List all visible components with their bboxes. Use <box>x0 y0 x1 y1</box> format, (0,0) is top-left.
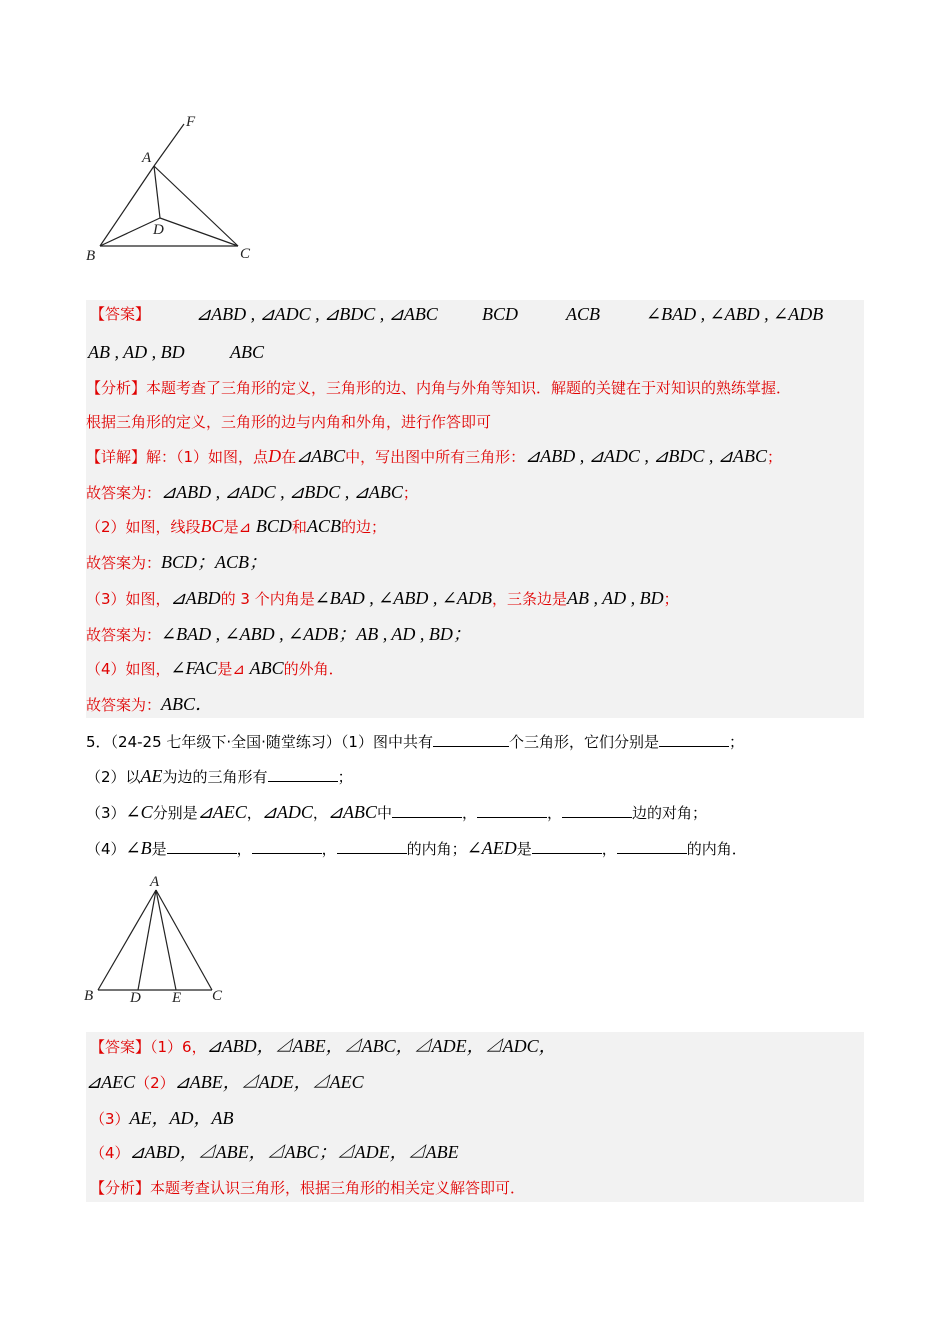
blank-b-1[interactable] <box>167 837 237 854</box>
segment-ae-2 <box>156 890 176 990</box>
detail-l4-v: BCD；ACB； <box>161 552 268 572</box>
q5-l3-comma-2: ， <box>546 804 562 822</box>
q5-line-3 <box>86 800 707 824</box>
q5-analysis-tag: 【分析】 <box>90 1179 151 1197</box>
detail-l5-angles: ∠BAD , ∠ABD , ∠ADB <box>314 588 492 608</box>
q5-answer-l2-list: ⊿ABE，⊿ADE，⊿AEC <box>174 1072 364 1092</box>
q5-answer-line-4 <box>86 1140 864 1164</box>
detail-l7-angle: ∠FAC <box>170 658 218 678</box>
q5-l3-comma-1: ， <box>461 804 477 822</box>
detail-l7-a: （4）如图， <box>86 660 171 678</box>
q5-answer-l2-a: ⊿AEC <box>86 1072 136 1092</box>
detail-l5-end: ； <box>663 590 679 608</box>
q4-solution-box <box>86 300 864 718</box>
q5-l1-b: 个三角形，它们分别是 <box>508 733 659 751</box>
segment-cd <box>160 218 238 246</box>
q4-detail-line-8 <box>86 692 864 716</box>
q5-l2-ae: AE <box>140 766 163 786</box>
detail-l2-a: 故答案为： <box>86 484 162 502</box>
q5-answer-l3-a: （3） <box>90 1110 130 1128</box>
q5-l3-d: 边的对角； <box>631 804 707 822</box>
detail-l3-c: 和 <box>291 518 307 536</box>
detail-l1-c: 中，写出图中所有三角形： <box>345 448 526 466</box>
q5-answer-l4-list: ⊿ABD，⊿ABE，⊿ABC；⊿ADE，⊿ABE <box>129 1142 459 1162</box>
detail-l3-a: （2）如图，线段 <box>86 518 201 536</box>
detail-l2-list: ⊿ABD , ⊿ADC , ⊿BDC , ⊿ABC <box>161 482 403 502</box>
q5-answer-tag: 【答案】 <box>90 1038 151 1056</box>
analysis-tag: 【分析】 <box>86 379 147 397</box>
side-ac-2 <box>156 890 212 990</box>
label-f: F <box>186 114 196 130</box>
detail-l7-b: 是⊿ <box>217 660 245 678</box>
q5-answer-line-1 <box>86 1034 864 1058</box>
q5-answer-line-1-content <box>90 1034 557 1059</box>
blank-side-1[interactable] <box>392 801 462 818</box>
q5-answer-line-4-content <box>90 1140 459 1165</box>
q5-l3-c: 中 <box>376 804 392 822</box>
answer-abc: ABC <box>230 342 264 362</box>
q5-l3-angle-c: ∠C <box>125 802 153 822</box>
detail-l3-b: 是⊿ <box>223 518 252 536</box>
detail-l6-v: ∠BAD , ∠ABD , ∠ADB；AB , AD , BD； <box>161 624 471 644</box>
answer-bcd: BCD <box>482 304 518 324</box>
answer-tag: 【答案】 <box>90 305 151 323</box>
detail-l1-b: 在 <box>281 448 297 466</box>
q5-solution-box <box>86 1032 864 1202</box>
label-c-2: C <box>212 988 223 1004</box>
detail-l3-bcd: BCD <box>255 516 292 536</box>
detail-l6-a: 故答案为： <box>86 626 162 644</box>
q5-answer-l4-a: （4） <box>90 1144 130 1162</box>
detail-l1-d: D <box>268 446 282 466</box>
q5-l2-b: 为边的三角形有 <box>162 768 268 786</box>
detail-l8-a: 故答案为： <box>86 696 162 714</box>
answer-triangles: ⊿ABD , ⊿ADC , ⊿BDC , ⊿ABC <box>196 304 438 324</box>
q5-l2-end: ； <box>337 768 353 786</box>
figure-triangle-abc-with-d <box>80 110 280 270</box>
blank-count[interactable] <box>433 730 509 747</box>
label-a-2: A <box>150 874 160 890</box>
label-c: C <box>240 246 251 262</box>
detail-l2-end: ； <box>402 484 418 502</box>
blank-aed-2[interactable] <box>617 837 687 854</box>
q5-l3-adc: ⊿ADC <box>261 802 313 822</box>
segment-ad <box>154 166 160 218</box>
q5-l4-comma-3: ， <box>601 840 617 858</box>
detail-l3-d: 的边； <box>340 518 386 536</box>
detail-l5-sides: AB , AD , BD <box>566 588 664 608</box>
q5-l4-comma-2: ， <box>321 840 337 858</box>
q5-line-1 <box>86 730 744 754</box>
label-b-2: B <box>84 988 94 1004</box>
detail-l5-a: （3）如图， <box>86 590 171 608</box>
q5-l3-a: （3） <box>86 804 126 822</box>
q5-l4-comma-1: ， <box>236 840 252 858</box>
q5-l4-d: 是 <box>516 840 532 858</box>
q5-l3-b: 分别是 <box>152 804 198 822</box>
q4-detail-line-4 <box>86 550 864 574</box>
q5-answer-l3-list: AE，AD，AB <box>129 1108 234 1128</box>
q5-l1-a: 5．（24-25 七年级下·全国·随堂练习）（1）图中共有 <box>86 733 433 751</box>
q4-detail-line-7 <box>86 656 864 680</box>
detail-l1-end: ； <box>767 448 783 466</box>
q5-l1-end: ； <box>729 733 745 751</box>
side-ac <box>154 166 238 246</box>
q5-l4-c: 的内角； <box>406 840 467 858</box>
label-d: D <box>153 222 164 238</box>
blank-side-3[interactable] <box>562 801 632 818</box>
detail-l1-a: 解：（1）如图，点 <box>146 448 269 466</box>
q5-l3-sep2: ， <box>312 804 328 822</box>
figure-triangle-abc-with-de <box>80 870 240 1010</box>
blank-side-2[interactable] <box>477 801 547 818</box>
detail-l5-b: 的 3 个内角是 <box>220 590 315 608</box>
q5-answer-line-3-content <box>90 1106 234 1131</box>
q5-l3-abc: ⊿ABC <box>327 802 377 822</box>
analysis-text-1: 本题考查了三角形的定义，三角形的边、内角与外角等知识．解题的关键在于对知识的熟练掌握． <box>146 379 792 397</box>
q5-answer-line-3 <box>86 1106 864 1130</box>
q4-analysis-line-2 <box>86 410 864 434</box>
q5-l4-a: （4） <box>86 840 126 858</box>
detail-l3-acb: ACB <box>306 516 341 536</box>
q5-analysis-content <box>90 1176 525 1200</box>
q4-detail-line-2 <box>86 480 864 504</box>
answer-sides: AB , AD , BD <box>88 342 185 362</box>
answer-angles: ∠BAD , ∠ABD , ∠ADB <box>646 304 824 324</box>
detail-l1-tri: ⊿ABC <box>296 446 346 466</box>
analysis-text-2: 根据三角形的定义，三角形的边与内角和外角，进行作答即可 <box>86 413 492 431</box>
q5-line-2 <box>86 764 353 788</box>
q4-analysis-line-1 <box>86 376 864 400</box>
blank-b-2[interactable] <box>252 837 322 854</box>
q5-answer-l2-b: （2） <box>135 1074 175 1092</box>
label-b: B <box>86 248 96 264</box>
q4-detail-line-3 <box>86 514 864 538</box>
q4-answer-line-2 <box>86 340 864 364</box>
detail-l3-bc: BC <box>200 516 224 536</box>
q5-l4-e: 的内角． <box>686 840 747 858</box>
blank-aed-1[interactable] <box>532 837 602 854</box>
blank-ae-triangles[interactable] <box>268 765 338 782</box>
blank-triangles[interactable] <box>659 730 729 747</box>
q5-answer-line-2 <box>86 1070 864 1094</box>
detail-l5-c: ，三条边是 <box>491 590 567 608</box>
label-a: A <box>142 150 152 166</box>
detail-l7-c: 的外角． <box>283 660 344 678</box>
label-e-2: E <box>172 990 182 1006</box>
detail-tag: 【详解】 <box>86 448 147 466</box>
q5-l4-angle-b: ∠B <box>125 838 152 858</box>
detail-l7-tri: ABC <box>249 658 284 678</box>
q4-detail-line-5 <box>86 586 864 610</box>
ray-af <box>154 124 184 166</box>
answer-acb: ACB <box>566 304 600 324</box>
detail-l4-a: 故答案为： <box>86 554 162 572</box>
q5-answer-l1-list: ⊿ABD，⊿ABE，⊿ABC，⊿ADE，⊿ADC， <box>206 1036 557 1056</box>
q5-analysis-line <box>86 1176 864 1200</box>
q5-l3-sep1: ， <box>246 804 262 822</box>
q4-detail-line-1 <box>86 444 864 468</box>
blank-b-3[interactable] <box>337 837 407 854</box>
q4-answer-line-1 <box>86 302 864 326</box>
detail-l8-v: ABC． <box>161 694 214 714</box>
q5-analysis-text: 本题考查认识三角形，根据三角形的相关定义解答即可． <box>150 1179 526 1197</box>
q5-l4-b: 是 <box>151 840 167 858</box>
detail-l5-tri: ⊿ABD <box>170 588 221 608</box>
q5-l4-angle-aed: ∠AED <box>466 838 517 858</box>
q5-answer-l1-a: （1）6， <box>150 1038 207 1056</box>
q5-l3-aec: ⊿AEC <box>197 802 247 822</box>
q5-l2-a: （2）以 <box>86 768 141 786</box>
q4-detail-line-6 <box>86 622 864 646</box>
label-d-2: D <box>130 990 141 1006</box>
detail-l1-list: ⊿ABD , ⊿ADC , ⊿BDC , ⊿ABC <box>525 446 767 466</box>
q5-line-4 <box>86 836 747 860</box>
